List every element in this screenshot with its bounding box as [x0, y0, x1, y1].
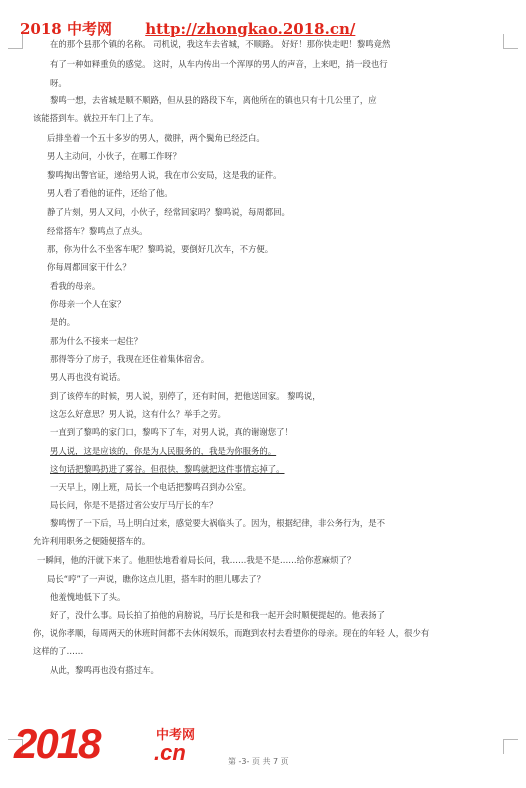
body-text-line: 你母亲一个人在家？: [50, 299, 126, 309]
logo-number: 2018: [14, 720, 100, 767]
body-text-line: 呀。: [50, 78, 67, 88]
body-text-line: 黎鸣掏出警官证，递给男人说，我在市公安局，这是我的证件。: [47, 170, 282, 180]
body-text-line: 这句话把黎鸣扔进了雾谷。但很快，黎鸣就把这件事情忘掉了。: [50, 464, 285, 474]
body-text-line: 男人再也没有说话。: [50, 372, 126, 382]
body-text-line: 男人看了看他的证件，还给了他。: [47, 188, 173, 198]
body-text-line: 局长“哼”了一声说，瞧你这点儿胆，搭车时的胆儿哪去了？: [47, 574, 266, 584]
body-text-line: 男人主动问，小伙子，在哪工作呀？: [47, 151, 181, 161]
body-text-line: 经常搭车？黎鸣点了点头。: [47, 226, 148, 236]
body-text-line: 有了一种如释重负的感觉。 这时，从车内传出一个浑厚的男人的声音，上来吧，捎一段也行: [50, 59, 388, 69]
body-text-line: 黎鸣一想，去省城是顺不顺路，但从县的路段下车，离他所在的镇也只有十几公里了，应: [50, 95, 377, 105]
body-text-line: 看我的母亲。: [50, 281, 101, 291]
header-url-link[interactable]: http://zhongkao.2018.cn/: [145, 20, 356, 38]
body-text-line: 你每周都回家干什么？: [47, 262, 131, 272]
body-text-line: 那，你为什么不坐客车呢？黎鸣说，要倒好几次车，不方便。: [47, 244, 274, 254]
body-text-line: 该能搭到车。就拉开车门上了车。: [33, 113, 159, 123]
page-indicator: 第 -3- 页 共 7 页: [228, 757, 289, 766]
body-text-line: 这怎么好意思？男人说，这有什么？举手之劳。: [50, 409, 226, 419]
body-text-line: 一直到了黎鸣的家门口，黎鸣下了车，对男人说，真的谢谢您了！: [50, 427, 293, 437]
body-text-line: 在的那个县那个镇的名称。 司机说，我这车去省城，不顺路。 好好！那你快走吧！黎鸣竟然: [50, 39, 391, 49]
body-text-line: 他羞愧地低下了头。: [50, 592, 126, 602]
body-text-line: 那得等分了房子，我现在还住着集体宿舍。: [50, 354, 210, 364]
body-text-line: 后排坐着一个五十多岁的男人，微胖，两个鬓角已经泛白。: [47, 133, 265, 143]
body-text-line: 从此，黎鸣再也没有搭过车。: [50, 665, 159, 675]
body-text-line: 局长问，你是不是搭过省公安厅马厅长的车？: [50, 500, 218, 510]
logo-domain-suffix: .cn: [154, 740, 186, 765]
body-text-line: 静了片刻，男人又问，小伙子，经常回家吗？黎鸣说，每周都回。: [47, 207, 290, 217]
body-text-line: 黎鸣愣了一下后，马上明白过来，感觉要大祸临头了。因为，根据纪律，非公务行为，是不: [50, 518, 385, 528]
body-text-line: 男人说，这是应该的，你是为人民服务的，我是为你服务的。: [50, 446, 277, 456]
body-text-line: 是的。: [50, 317, 76, 327]
body-text-line: 那为什么不接来一起住？: [50, 336, 143, 346]
site-logo: [14, 720, 204, 768]
body-text-line: 你，说你孝顺，每周两天的休班时间都不去休闲娱乐，而跑到农村去看望你的母亲。现在的年轻 人，很少有: [33, 628, 430, 638]
body-text-line: 允许利用职务之便随便搭车的。: [33, 536, 151, 546]
body-text-line: 到了该停车的时候，男人说，别停了，还有时间，把他送回家。 黎鸣说，: [50, 391, 321, 401]
logo-site-name: 中考网: [156, 728, 196, 743]
header-brand: 2018 中考网: [20, 20, 112, 38]
body-text-line: 这样的了……: [33, 646, 84, 656]
body-text-line: 一天早上，刚上班，局长一个电话把黎鸣召到办公室。: [50, 482, 251, 492]
body-text-line: 一瞬间，他的汗就下来了。他胆怯地看着局长问，我……我是不是……给你惹麻烦了？: [37, 555, 356, 565]
body-text-line: 好了，没什么事。局长拍了拍他的肩膀说，马厅长是和我一起开会时顺便提起的。他表扬了: [50, 610, 385, 620]
